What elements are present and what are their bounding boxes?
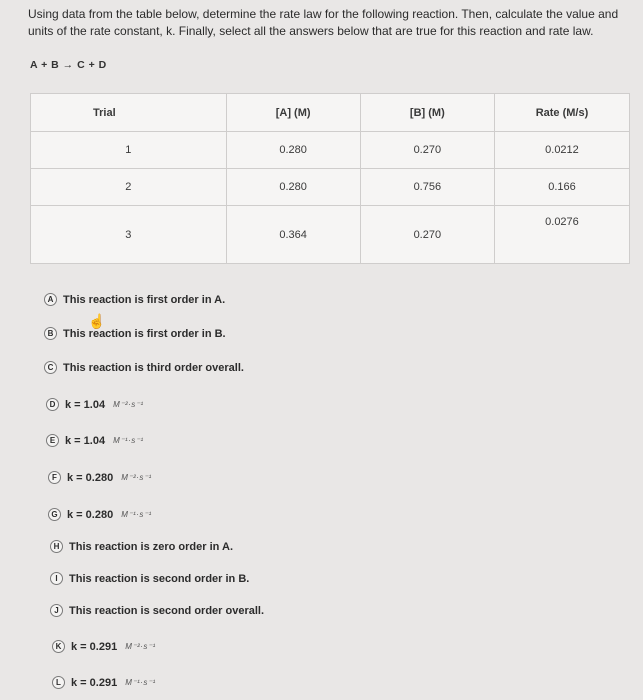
option-letter: L	[52, 676, 65, 689]
option-label: This reaction is second order overall.	[69, 604, 265, 617]
cell-trial: 3	[31, 206, 227, 264]
cell-conc-a: 0.364	[226, 206, 360, 264]
cell-conc-b: 0.756	[360, 169, 494, 206]
cell-conc-b: 0.270	[360, 132, 494, 169]
option-h[interactable]	[50, 540, 233, 553]
header-trial: Trial	[31, 94, 227, 132]
cell-conc-a: 0.280	[226, 169, 360, 206]
cell-trial: 1	[31, 132, 227, 169]
cell-conc-a: 0.280	[226, 132, 360, 169]
option-letter: A	[44, 293, 57, 306]
option-unit: M⁻²·s⁻¹	[121, 473, 152, 482]
option-letter: B	[44, 327, 57, 340]
option-label: k = 1.04	[65, 398, 106, 411]
option-label: k = 0.280	[67, 471, 114, 484]
question-text: Using data from the table below, determine the rate law for the following reaction. Then, calculate the value and units of the rate constant, k. Finally, select all the answers below that are true for this reaction and rate law.	[28, 7, 619, 38]
table-header-row	[31, 94, 630, 132]
reaction-equation: A + B → C + D	[30, 59, 107, 71]
option-unit: M⁻¹·s⁻¹	[125, 678, 156, 687]
data-table	[30, 93, 630, 264]
cell-conc-b: 0.270	[360, 206, 494, 264]
option-b[interactable]	[44, 327, 226, 340]
option-label: This reaction is second order in B.	[69, 572, 250, 585]
option-c[interactable]	[44, 361, 244, 374]
option-letter: D	[46, 398, 59, 411]
option-a[interactable]	[44, 293, 225, 306]
hand-cursor-icon: ☝	[88, 313, 106, 329]
table-row	[31, 206, 630, 264]
option-letter: I	[50, 572, 63, 585]
table-row	[31, 169, 630, 206]
cell-trial: 2	[31, 169, 227, 206]
header-conc-b: [B] (M)	[360, 94, 494, 132]
cell-rate: 0.166	[494, 169, 629, 206]
header-rate: Rate (M/s)	[494, 94, 629, 132]
option-label: This reaction is first order in B.	[63, 327, 226, 340]
table-row	[31, 132, 630, 169]
option-unit: M⁻²·s⁻¹	[113, 400, 144, 409]
option-label: This reaction is third order overall.	[63, 361, 244, 374]
option-letter: J	[50, 604, 63, 617]
option-f[interactable]	[48, 471, 152, 484]
option-letter: K	[52, 640, 65, 653]
option-label: This reaction is first order in A.	[63, 293, 226, 306]
option-label: k = 1.04	[65, 434, 106, 447]
option-label: This reaction is zero order in A.	[69, 540, 234, 553]
option-j[interactable]	[50, 604, 264, 617]
option-unit: M⁻¹·s⁻¹	[113, 436, 144, 445]
option-unit: M⁻²·s⁻¹	[125, 642, 156, 651]
header-conc-a: [A] (M)	[226, 94, 360, 132]
option-letter: C	[44, 361, 57, 374]
option-label: k = 0.280	[67, 508, 114, 521]
cell-rate: 0.0212	[494, 132, 629, 169]
option-e[interactable]	[46, 434, 144, 447]
option-label: k = 0.291	[71, 676, 118, 689]
option-letter: F	[48, 471, 61, 484]
option-label: k = 0.291	[71, 640, 118, 653]
option-letter: E	[46, 434, 59, 447]
cell-rate: 0.0276	[494, 206, 629, 264]
option-letter: G	[48, 508, 61, 521]
option-g[interactable]	[48, 508, 152, 521]
option-i[interactable]	[50, 572, 249, 585]
option-d[interactable]	[46, 398, 144, 411]
option-unit: M⁻¹·s⁻¹	[121, 510, 152, 519]
option-k[interactable]	[52, 640, 156, 653]
option-l[interactable]	[52, 676, 156, 689]
option-letter: H	[50, 540, 63, 553]
